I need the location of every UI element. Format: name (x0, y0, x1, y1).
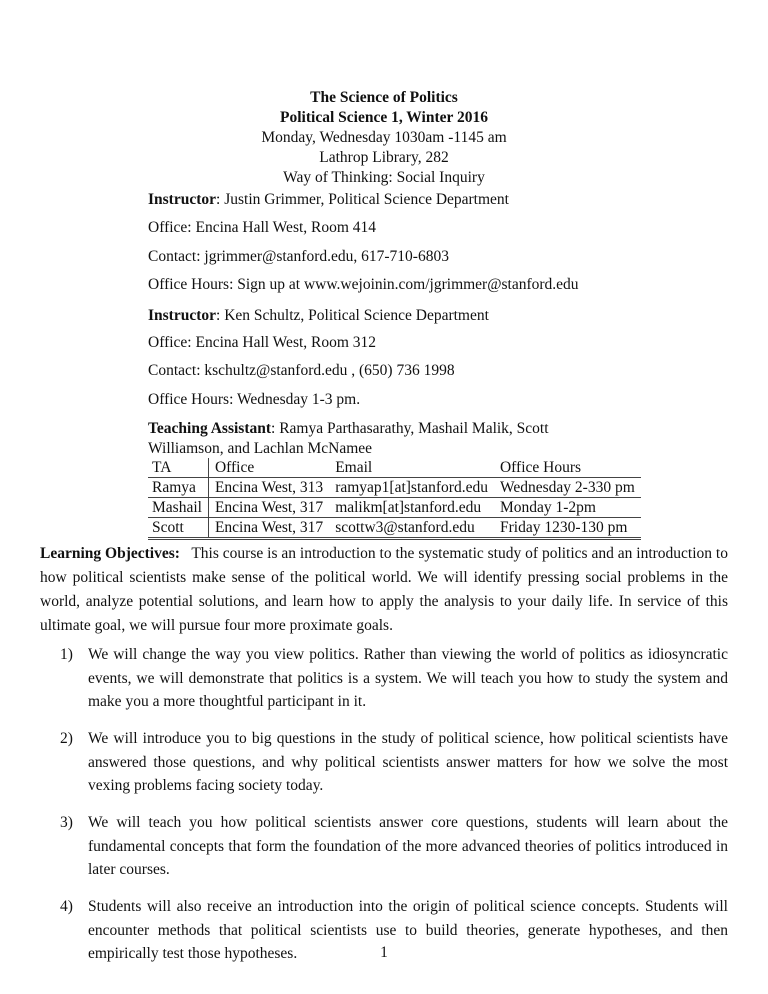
list-text: We will teach you how political scientists answer core questions, students will learn about the fundamental concepts that form the foundation of the more advanced theories of politics introduced in later courses. (88, 814, 728, 878)
table-cell: ramyap1[at]stanford.edu (329, 478, 494, 498)
instructor-1-office: Office: Encina Hall West, Room 414 (148, 219, 377, 236)
table-cell: Monday 1-2pm (494, 498, 641, 518)
ta-label: Teaching Assistant (148, 420, 272, 437)
table-cell: Encina West, 317 (208, 518, 329, 539)
table-cell: scottw3@stanford.edu (329, 518, 494, 539)
table-cell: Mashail (148, 498, 208, 518)
instructor-2-office: Office: Encina Hall West, Room 312 (148, 334, 377, 351)
list-item (60, 643, 728, 714)
instructor-2-hours: Office Hours: Wednesday 1-3 pm. (148, 391, 361, 408)
list-number: 1) (60, 646, 73, 663)
list-item (60, 811, 728, 882)
list-number: 3) (60, 814, 73, 831)
table-row (148, 498, 641, 518)
table-cell: Ramya (148, 478, 208, 498)
page-number: 1 (380, 944, 388, 961)
table-cell: Friday 1230-130 pm (494, 518, 641, 539)
ta-table (148, 458, 641, 540)
table-row (148, 478, 641, 498)
list-number: 4) (60, 898, 73, 915)
document-header (0, 88, 768, 188)
instructor-2-contact: Contact: kschultz@stanford.edu , (650) 736 1998 (148, 362, 455, 379)
table-header: Office Hours (494, 458, 641, 478)
way-of-thinking: Way of Thinking: Social Inquiry (283, 169, 485, 186)
course-schedule: Monday, Wednesday 1030am -1145 am (261, 129, 507, 146)
list-text: Students will also receive an introduction into the origin of political science concepts. Students will encounter methods that political scientists use to build theories, generate hypotheses, and then empirically test those hypotheses. (88, 898, 728, 962)
instructor-label: Instructor (148, 191, 217, 208)
course-number: Political Science 1, Winter 2016 (280, 109, 488, 126)
table-row (148, 518, 641, 539)
table-header: Email (329, 458, 494, 478)
course-location: Lathrop Library, 282 (319, 149, 449, 166)
instructor-name: Ken Schultz, Political Science Department (224, 307, 489, 324)
instructor-name: Justin Grimmer, Political Science Department (224, 191, 509, 208)
table-cell: Encina West, 317 (208, 498, 329, 518)
table-cell: Encina West, 313 (208, 478, 329, 498)
table-cell: malikm[at]stanford.edu (329, 498, 494, 518)
learning-objectives-paragraph (40, 542, 728, 638)
table-cell: Scott (148, 518, 208, 539)
instructor-1-hours: Office Hours: Sign up at www.wejoinin.com/jgrimmer@stanford.edu (148, 276, 579, 293)
course-title: The Science of Politics (310, 89, 458, 106)
list-item (60, 727, 728, 798)
list-text: We will introduce you to big questions in the study of political science, how political scientists have answered those questions, and why political scientists answer matters for how we solve the most vexing problems facing society today. (88, 730, 728, 794)
learning-objectives-heading: Learning Objectives: (40, 545, 180, 562)
table-header: TA (148, 458, 208, 478)
instructor-2-name: Instructor: Ken Schultz, Political Science Department (148, 307, 489, 324)
teaching-assistants: Teaching Assistant: Ramya Parthasarathy, Mashail Malik, Scott Williamson, and Lachlan McNamee (148, 420, 549, 457)
table-header: Office (208, 458, 329, 478)
table-header-row (148, 458, 641, 478)
instructor-1-contact: Contact: jgrimmer@stanford.edu, 617-710-6803 (148, 248, 449, 265)
ta-names: Ramya Parthasarathy, Mashail Malik, Scott Williamson, and Lachlan McNamee (148, 420, 549, 457)
instructor-1-name: Instructor: Justin Grimmer, Political Science Department (148, 191, 509, 208)
list-number: 2) (60, 730, 73, 747)
table-cell: Wednesday 2-330 pm (494, 478, 641, 498)
learning-objectives-intro: This course is an introduction to the systematic study of politics and an introduction to how political scientists make sense of the political world. We will identify pressing social problems in the world, analyze potential solutions, and learn how to apply the analysis to your daily life. In service of this ultimate goal, we will pursue four more proximate goals. (40, 545, 728, 634)
instructor-label: Instructor (148, 307, 217, 324)
list-text: We will change the way you view politics. Rather than viewing the world of politics as idiosyncratic events, we will demonstrate that politics is a system. We will teach you how to study the system and make you a more thoughtful participant in it. (88, 646, 728, 710)
